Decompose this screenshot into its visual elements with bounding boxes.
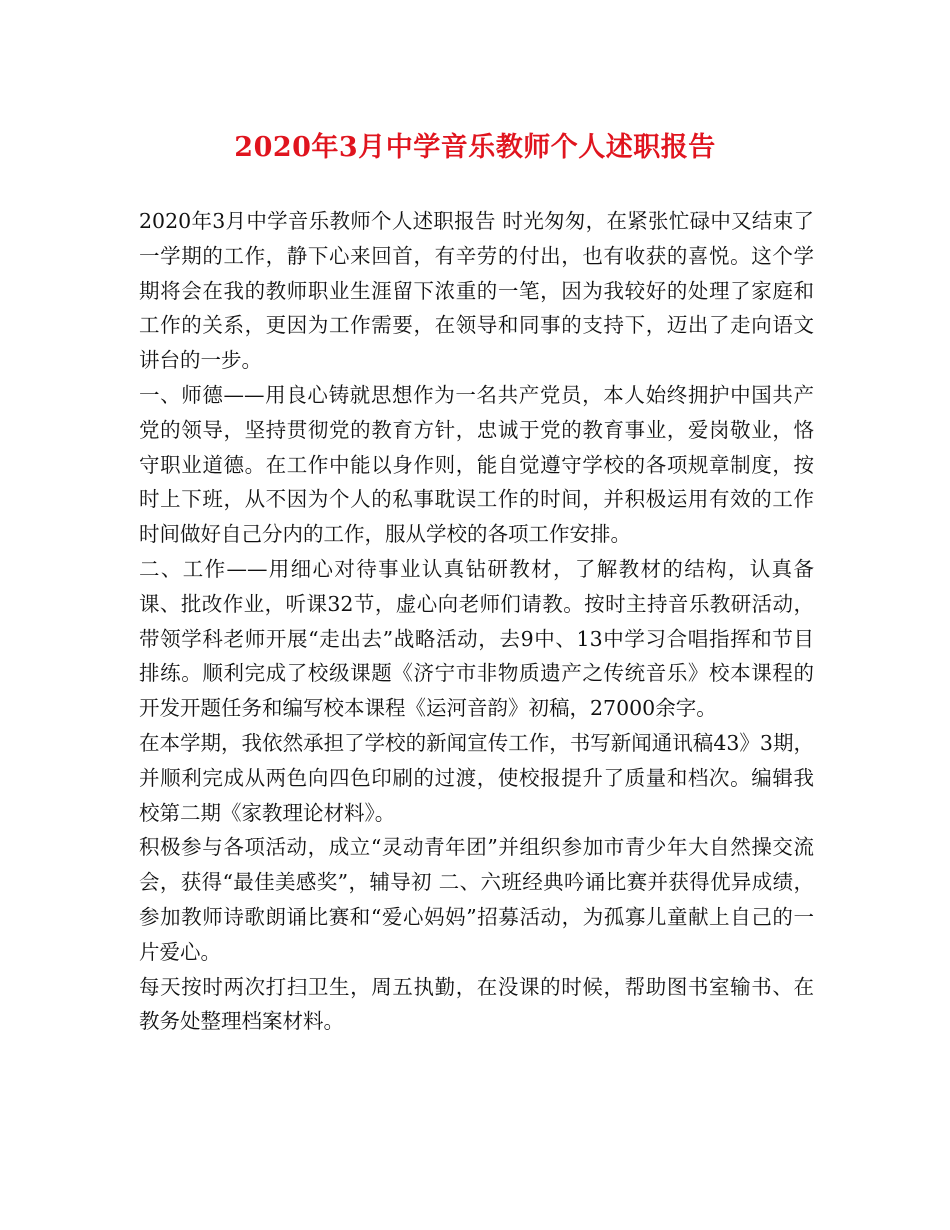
document-body (139, 204, 814, 1039)
paragraph-ethics: 一、师德——用良心铸就思想作为一名共产党员，本人始终拥护中国共产党的领导，坚持贯彻党的教育方针，忠诚于党的教育事业，爱岗敬业，恪守职业道德。在工作中能以身作则，能自觉遵守学校的各项规章制度，按时上下班，从不因为个人的私事耽误工作的时间，并积极运用有效的工作时间做好自己分内的工作，服从学校的各项工作安排。 (139, 382, 814, 547)
document-title: 2020年3月中学音乐教师个人述职报告 (234, 132, 716, 163)
paragraph-news: 在本学期，我依然承担了学校的新闻宣传工作，书写新闻通讯稿43》3期，并顺利完成从两色向四色印刷的过渡，使校报提升了质量和档次。编辑我校第二期《家教理论材料》。 (139, 730, 814, 825)
paragraph-intro: 2020年3月中学音乐教师个人述职报告 时光匆匆，在紧张忙碌中又结束了一学期的工作，静下心来回首，有辛劳的付出，也有收获的喜悦。这个学期将会在我的教师职业生涯留下浓重的一笔，因为我较好的处理了家庭和工作的关系，更因为工作需要，在领导和同事的支持下，迈出了走向语文讲台的一步。 (139, 209, 814, 373)
paragraph-duty: 每天按时两次打扫卫生，周五执勤，在没课的时候，帮助图书室输书、在教务处整理档案材料。 (139, 974, 814, 1034)
paragraph-work: 二、工作——用细心对待事业认真钻研教材，了解教材的结构，认真备课、批改作业，听课32节，虚心向老师们请教。按时主持音乐教研活动，带领学科老师开展“走出去”战略活动，去9中、13中学习合唱指挥和节目排练。顺利完成了校级课题《济宁市非物质遗产之传统音乐》校本课程的开发开题任务和编写校本课程《运河音韵》初稿，27000余字。 (139, 556, 814, 721)
paragraph-activities: 积极参与各项活动，成立“灵动青年团”并组织参加市青少年大自然操交流会，获得“最佳美感奖”，辅导初 二、六班经典吟诵比赛并获得优异成绩，参加教师诗歌朗诵比赛和“爱心妈妈”招募活动，为孤寡儿童献上自己的一片爱心。 (139, 835, 814, 964)
